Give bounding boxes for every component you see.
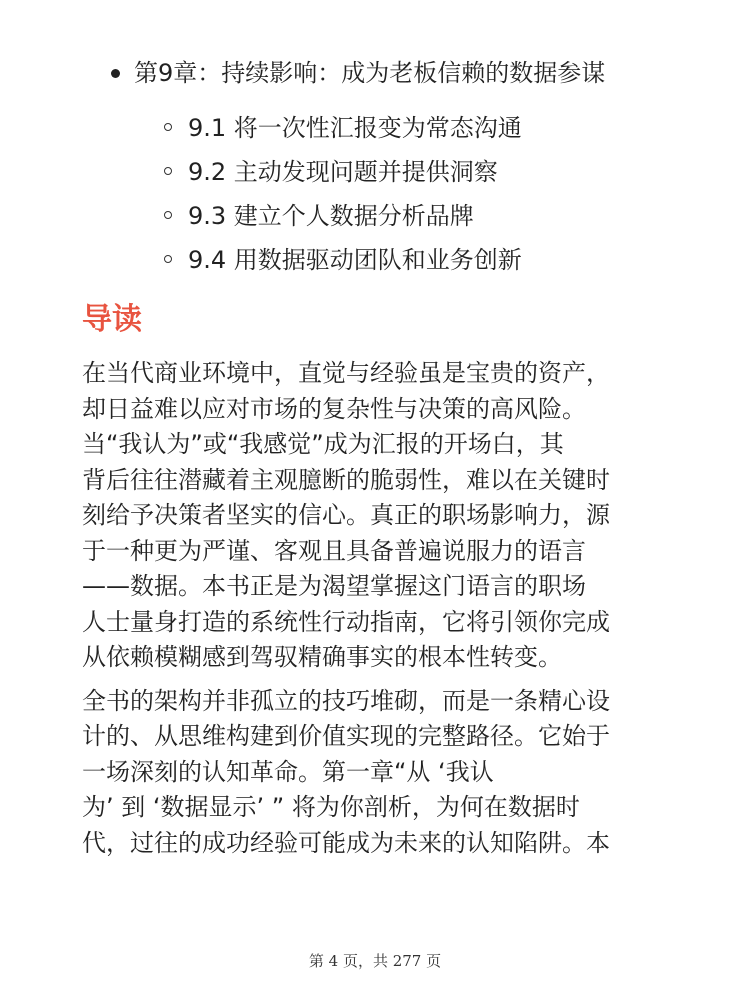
text-line: 在当代商业环境中，直觉与经验虽是宝贵的资产，: [82, 359, 610, 387]
text-line: 从依赖模糊感到驾驭精确事实的根本性转变。: [82, 643, 562, 671]
section-list: [82, 106, 682, 282]
circle-bullet-icon: [164, 255, 172, 263]
text-line: 代，过往的成功经验可能成为未来的认知陷阱。本: [82, 828, 610, 857]
circle-bullet-icon: [164, 167, 172, 175]
text-line: 全书的架构并非孤立的技巧堆砌，而是一条精心设: [82, 686, 610, 715]
circle-bullet-icon: [164, 211, 172, 219]
text-line: ——数据。本书正是为渴望掌握这门语言的职场: [82, 572, 586, 600]
paragraph: [82, 684, 682, 862]
section-label: 9.3 建立个人数据分析品牌: [188, 202, 474, 230]
section-label: 9.1 将一次性汇报变为常态沟通: [188, 114, 522, 142]
paragraph: [82, 356, 682, 676]
text-line: 却日益难以应对市场的复杂性与决策的高风险。: [82, 394, 586, 423]
text-line: 计的、从思维构建到价值实现的完整路径。它始于: [82, 722, 610, 750]
section-heading: 导读: [82, 302, 142, 337]
document-body: [82, 50, 682, 861]
text-line: 刻给予决策者坚实的信心。真正的职场影响力，源: [82, 501, 610, 529]
circle-bullet-icon: [164, 123, 172, 131]
text-line: 于一种更为严谨、客观且具备普遍说服力的语言: [82, 536, 586, 565]
section-item: [82, 238, 682, 282]
chapter-title: 第9章：持续影响：成为老板信赖的数据参谋: [134, 59, 606, 87]
section-item: [82, 150, 682, 194]
section-item: [82, 106, 682, 150]
text-line: 一场深刻的认知革命。第一章“从 ‘我认: [82, 757, 494, 786]
chapter-list-item: [82, 50, 682, 96]
section-item: [82, 194, 682, 238]
section-label: 9.2 主动发现问题并提供洞察: [188, 158, 498, 186]
text-line: 为’ 到 ‘数据显示’ ” 将为你剖析，为何在数据时: [82, 793, 580, 821]
page-number-footer: 第 4 页，共 277 页: [308, 952, 442, 970]
text-line: 人士量身打造的系统性行动指南，它将引领你完成: [82, 607, 610, 636]
text-line: 背后往往潜藏着主观臆断的脆弱性，难以在关键时: [82, 465, 610, 494]
bullet-icon: [111, 69, 120, 78]
section-label: 9.4 用数据驱动团队和业务创新: [188, 246, 522, 274]
text-line: 当“我认为”或“我感觉”成为汇报的开场白，其: [82, 430, 564, 458]
